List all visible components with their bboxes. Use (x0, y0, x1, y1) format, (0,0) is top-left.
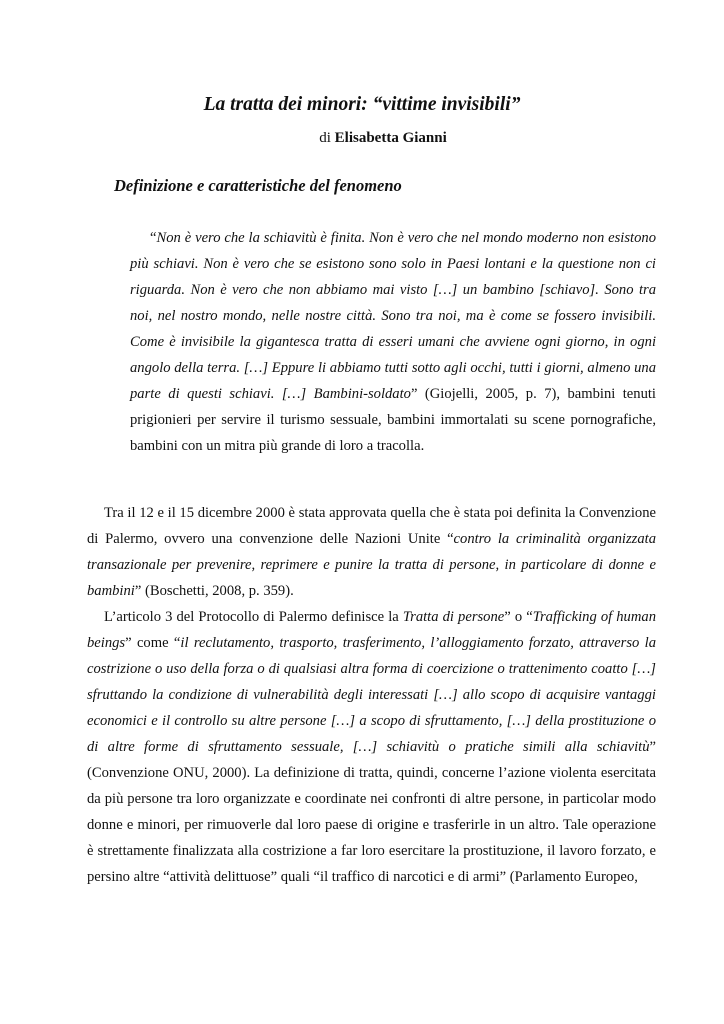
section-heading: Definizione e caratteristiche del fenomeno (114, 176, 402, 195)
paragraph-convention (87, 500, 656, 604)
paragraph-text: ” o “ (504, 609, 533, 625)
paragraph-text: ” (Convenzione ONU, 2000). La definizione di tratta, quindi, concerne l’azione violenta esercitata da più persone tra loro organizzate e coordinate nei confronti di altre persone, in particolar modo donne e minori, per rimuoverle dal loro paese di origine e trasferirle in un altro. Tale operazione è strettamente finalizzata alla costrizione a far loro esercitare la prostituzione, il lavoro forzato, e persino altre “attività delittuose” quali “il traffico di narcotici e di armi” (Parlamento Europeo, (87, 739, 656, 885)
block-quote (130, 225, 656, 459)
body-text (87, 500, 656, 890)
quote-italic-text: Non è vero che la schiavitù è finita. Non è vero che nel mondo moderno non esistono più schiavi. Non è vero che se esistono sono solo in Paesi lontani e la questione non ci riguarda. Non è vero che non abbiamo mai visto […] un bambino [schiavo]. Sono tra noi, nel nostro mondo, nelle nostre città. Sono tra noi, ma è come se fossero invisibili. Come è invisibile la gigantesca tratta di esseri umani che avviene ogni giorno, in ogni angolo della terra. […] Eppure li abbiamo tutti sotto agli occhi, tutti i giorni, almeno una parte di questi schiavi. […] Bambini-soldato (130, 230, 656, 402)
paragraph-text: ” come “ (125, 635, 181, 651)
paragraph-italic: Tratta di persone (402, 609, 505, 625)
author-name: Elisabetta Gianni (334, 130, 447, 146)
paragraph-italic: Trafficking of human beings (87, 609, 656, 651)
document-title: La tratta dei minori: “vittime invisibili” (203, 94, 521, 115)
paragraph-text: L’articolo 3 del Protocollo di Palermo definisce la (104, 609, 403, 625)
paragraph-text: Tra il 12 e il 15 dicembre 2000 è stata approvata quella che è stata poi definita la Convenzione di Palermo, ovvero una convenzione delle Nazioni Unite “ (87, 505, 656, 547)
byline (0, 130, 724, 147)
quote-citation: ” (Giojelli, 2005, p. 7), bambini tenuti prigionieri per servire il turismo sessuale, bambini immortalati su scene pornografiche, bambini con un mitra più grande di loro a tracolla. (130, 386, 656, 454)
paragraph-italic: contro la criminalità organizzata transazionale per prevenire, reprimere e punire la tratta di persone, in particolare di donne e bambini (87, 531, 656, 599)
quote-open-mark: “ (150, 230, 157, 246)
paragraph-italic: il reclutamento, trasporto, trasferimento, l’alloggiamento forzato, attraverso la costrizione o uso della forza o di qualsiasi altra forma di coercizione o trattenimento coatto […] sfruttando la condizione di vulnerabilità degli interessati […] allo scopo di acquisire vantaggi economici e il controllo su altre persone […] a scopo di sfruttamento, […] della prostituzione o di altre forme di sfruttamento sessuale, […] schiavitù o pratiche simili alla schiavitù (87, 635, 657, 755)
byline-prefix: di (319, 130, 335, 146)
paragraph-text: ” (Boschetti, 2008, p. 359). (134, 583, 294, 599)
paragraph-definition (87, 604, 656, 890)
